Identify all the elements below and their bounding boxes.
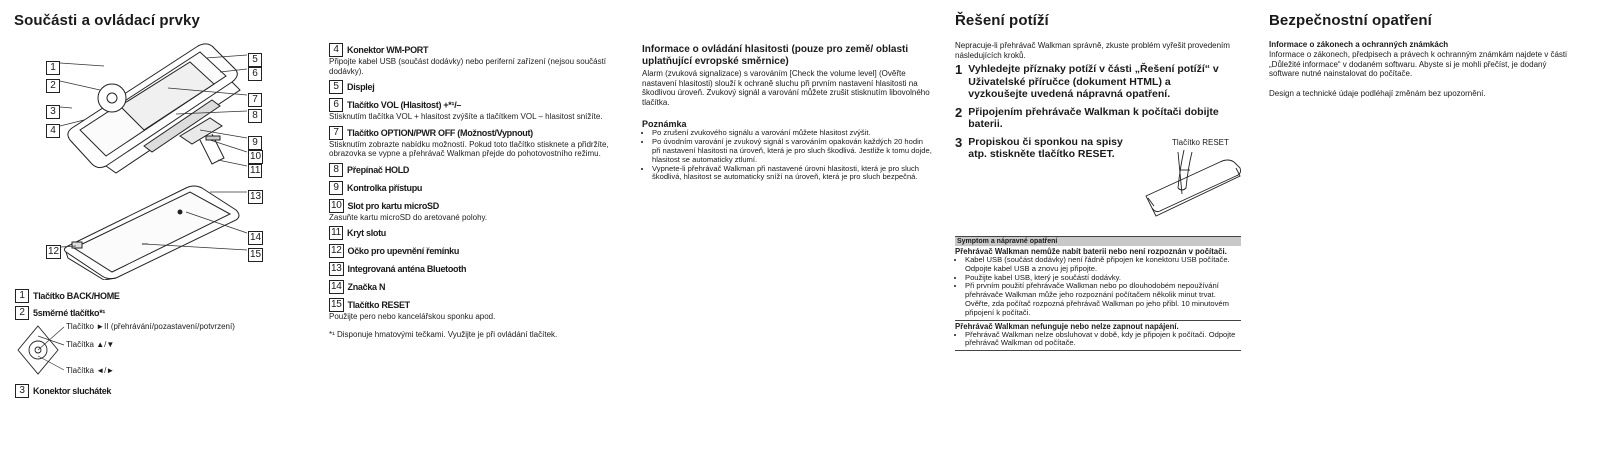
part-label: Kryt slotu [347,228,387,238]
callout-4: 4 [46,124,60,138]
part-item-5 [329,80,619,94]
reset-illustration [1140,148,1250,220]
callout-11: 11 [250,165,261,176]
volume-info-heading: Informace o ovládání hlasitosti (pouze pro země/ oblasti uplatňující evropské směrnice) [642,44,909,67]
note-item: • Po zrušení zvukového signálu a varování můžete hlasitost zvýšit. [652,129,932,138]
part-label: Konektor sluchátek [33,386,112,396]
step-num: 1 [955,62,963,77]
symptom-remedies [955,256,1241,318]
callout-7: 7 [248,93,262,107]
part-label: Tlačítko OPTION/PWR OFF (Možnost/Vypnout) [347,127,533,138]
part-num: 12 [331,245,342,256]
callout-3: 3 [46,105,60,119]
part-num: 15 [331,299,342,310]
part-label: Integrovaná anténa Bluetooth [347,264,467,274]
callout-13: 13 [250,191,262,202]
part-item-14 [329,280,619,294]
page-title-troubleshooting: Řešení potíží [955,12,1049,29]
step-num: 2 [955,104,963,120]
footnote: *¹ Disponuje hmatovými tečkami. Využijte je při ovládání tlačítek. [329,329,558,339]
part-desc: Stisknutím zobrazte nabídku možností. Pokud toto tlačítko stisknete a přidržíte, obrazovka se vypne a přehrávač Walkman přejde do pohotovostního režimu. [329,139,609,158]
part-label: 5směrné tlačítko*¹ [33,308,106,318]
part-item-12 [329,244,619,258]
volume-info-section [642,44,932,182]
part-num: 7 [329,126,343,140]
note-item: • Po úvodním varování je zvukový signál s varováním opakován každých 20 hodin při nastavení hlasitosti na úroveň, která je pro sluch škodlivá. Jestliže k tomu dojde, hlasitost se automaticky ztlumí. [652,138,932,164]
part-item-13 [329,262,619,276]
part-label: Tlačítko BACK/HOME [33,291,120,301]
part-num: 5 [329,80,343,94]
parts-list-right [329,43,619,339]
part-item-9 [329,181,619,195]
safety-body: Informace o zákonech, předpisech a právech k ochranným známkám najdete v části „Důležité informace“ v dodaném softwaru. Abyste si je mohli přečíst, je dodaný software nutné nainstalovat do počítače. [1269,50,1567,79]
safety-section [1269,40,1569,98]
callout-10: 10 [250,151,262,162]
part-num: 9 [329,181,343,195]
part-label: Slot pro kartu microSD [347,200,439,211]
part-item-7 [329,126,619,159]
callout-12: 12 [48,246,60,257]
part-item-10 [329,199,619,223]
step-2 [955,106,1225,131]
part-desc: Použijte pero nebo kancelářskou sponku apod. [329,312,496,321]
part-num: 4 [329,43,343,57]
callout-9: 9 [248,136,262,150]
part-desc: Připojte kabel USB (součást dodávky) nebo periferní zařízení (nejsou součástí dodávky). [329,57,607,76]
page-title-parts: Součásti a ovládací prvky [14,12,200,29]
button-play-pause: Tlačítko ►II (přehrávání/pozastavení/potvrzení) [66,322,235,331]
step-text: Propiskou či sponkou na spisy atp. stiskněte tlačítko RESET. [968,135,1123,160]
part-item-4 [329,43,619,76]
part-item-11 [329,226,619,240]
table-header: Symptom a nápravné opatření [955,237,1241,247]
part-num: 2 [15,306,29,320]
safety-subheading: Informace o zákonech a ochranných známkách [1269,40,1449,49]
step-1 [955,63,1225,101]
part-num: 6 [329,98,343,112]
remedy-item: • Kabel USB (součást dodávky) není řádně připojen ke konektoru USB počítače. Odpojte kabel USB a znovu jej připojte. [965,256,1241,274]
part-label: Kontrolka přístupu [347,182,423,193]
part-num: 10 [331,199,342,211]
part-item-3 [15,384,111,398]
step-3 [955,136,1123,161]
remedy-item: • Použijte kabel USB, který je součástí dodávky. [965,274,1241,283]
symptom-question: Přehrávač Walkman nemůže nabít baterii nebo není rozpoznán v počítači. [955,247,1227,256]
callout-2: 2 [46,79,60,93]
part-desc: Zasuňte kartu microSD do aretované polohy. [329,212,488,222]
part-label: Očko pro upevnění řemínku [347,246,460,256]
page-title-safety: Bezpečnostní opatření [1269,12,1432,29]
callout-8: 8 [248,109,262,123]
note-list [642,129,932,182]
part-label: Značka N [347,282,386,292]
part-label: Tlačítko VOL (Hlasitost) +*¹/– [347,100,462,110]
callout-1: 1 [46,61,60,75]
volume-info-body: Alarm (zvuková signalizace) s varováním [Check the volume level] (Ověřte nastavení hlasitosti) slouží k ochraně sluchu při prvním nastavení hlasitosti na škodlivou úroveň. Zvukový signál a varování můžete zrušit stisknutím libovolného tlačítka. [642,69,930,107]
note-title: Poznámka [642,119,687,130]
step-num: 3 [955,134,963,150]
symptom-question: Přehrávač Walkman nefunguje nebo nelze zapnout napájení. [955,321,1179,331]
part-label: Konektor WM-PORT [347,45,429,55]
part-num: 1 [15,289,29,303]
part-item-15 [329,298,619,322]
part-num: 11 [329,226,343,240]
part-label: Přepínač HOLD [347,164,410,175]
troubleshooting-intro: Nepracuje-li přehrávač Walkman správně, zkuste problém vyřešit provedením následujících kroků. [955,41,1230,60]
part-num: 14 [331,281,342,292]
part-num: 13 [331,263,342,274]
part-num: 8 [329,163,343,177]
part-label: Tlačítko RESET [347,300,410,310]
remedy-item: • Při prvním použití přehrávače Walkman nebo po dlouhodobém nepoužívání přehrávače Walkman může jeho rozpoznání počítačem několik minut trvat. Ověřte, zda počítač rozpozná přehrávač Walkman po jeho přibl. 10 minutovém připojení k počítači. [965,282,1241,317]
callout-6: 6 [248,67,262,81]
step-text: Připojením přehrávače Walkman k počítači dobijte baterii. [968,105,1219,130]
callout-14: 14 [250,232,262,243]
part-item-8 [329,163,619,177]
button-up-down: Tlačítka ▲/▼ [66,340,115,349]
symptom-remedies [955,331,1241,349]
button-left-right: Tlačítka ◄/► [66,366,115,375]
note-item: • Vypnete-li přehrávač Walkman při nastavené úrovni hlasitosti, která je pro sluch škodlivá, hlasitost se automaticky sníží na úroveň, která je pro sluch bezpečná. [652,165,932,183]
part-label: Displej [347,82,375,92]
part-item-6 [329,98,619,122]
step-text: Vyhledejte příznaky potíží v části „Řešení potíží“ v Uživatelské příručce (dokument HTML) a vyzkoušejte uvedená nápravná opatření. [968,63,1219,100]
troubleshooting-table [955,236,1241,351]
callout-15: 15 [250,249,262,260]
callout-5: 5 [248,53,262,67]
remedy-item: • Přehrávač Walkman nelze obsluhovat v době, kdy je připojen k počítači. Odpojte přehrávač Walkman od počítače. [965,331,1241,349]
design-note: Design a technické údaje podléhají změnám bez upozornění. [1269,88,1486,98]
part-num: 3 [15,384,29,398]
reset-button-label: Tlačítko RESET [1172,138,1229,147]
part-desc: Stisknutím tlačítka VOL + hlasitost zvýšíte a tlačítkem VOL – hlasitost snížíte. [329,112,603,121]
